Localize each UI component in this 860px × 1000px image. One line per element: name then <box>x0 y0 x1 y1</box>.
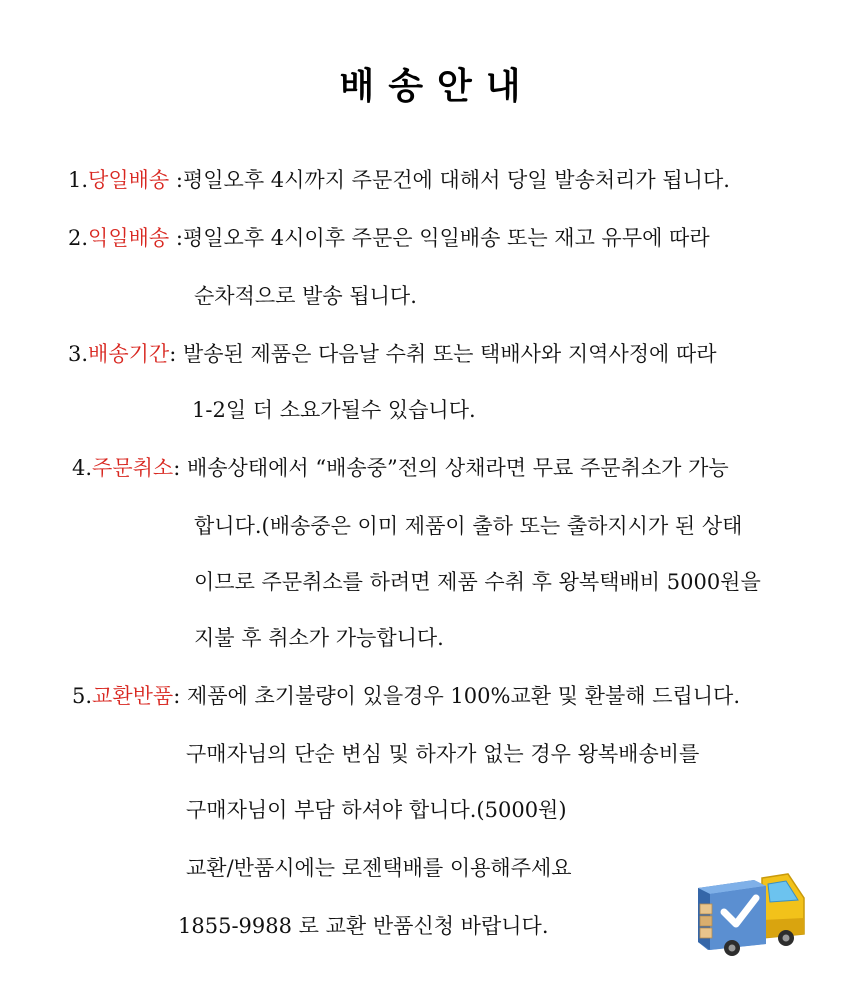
item-1-number: 1. <box>68 168 89 192</box>
item-3-line-1 <box>68 340 717 368</box>
item-2-separator: : <box>169 226 183 250</box>
item-3-number: 3. <box>68 342 89 366</box>
item-3-separator: : <box>169 342 183 366</box>
item-2-line-2: 순차적으로 발송 됩니다. <box>194 284 417 308</box>
item-2-text: 평일오후 4시이후 주문은 익일배송 또는 재고 유무에 따라 <box>182 226 710 250</box>
item-1-line-1 <box>68 166 730 194</box>
item-4-text: 배송상태에서 “배송중”전의 상채라면 무료 주문취소가 가능 <box>186 456 729 480</box>
item-5-line-3: 구매자님이 부담 하셔야 합니다.(5000원) <box>186 798 567 822</box>
item-3-line-2: 1-2일 더 소요가될수 있습니다. <box>192 398 476 422</box>
item-5-line-4: 교환/반품시에는 로젠택배를 이용해주세요 <box>186 856 572 880</box>
item-5-number: 5. <box>72 684 93 708</box>
item-5-keyword: 교환반품 <box>92 684 174 708</box>
item-4-line-1 <box>72 454 729 482</box>
item-4-line-2: 합니다.(배송중은 이미 제품이 출하 또는 출하지시가 된 상태 <box>194 514 743 538</box>
page-title: 배송안내 <box>339 66 535 107</box>
item-1-keyword: 당일배송 <box>88 168 170 192</box>
item-4-line-3: 이므로 주문취소를 하려면 제품 수취 후 왕복택배비 5000원을 <box>194 570 761 594</box>
item-1-text: 평일오후 4시까지 주문건에 대해서 당일 발송처리가 됩니다. <box>182 168 730 192</box>
item-5-line-5: 1855-9988 로 교환 반품신청 바랍니다. <box>178 914 549 938</box>
item-3-keyword: 배송기간 <box>88 342 170 366</box>
item-4-separator: : <box>173 456 187 480</box>
item-5-line-1 <box>72 682 740 710</box>
item-5-text: 제품에 초기불량이 있을경우 100%교환 및 환불해 드립니다. <box>186 684 741 708</box>
item-2-number: 2. <box>68 226 89 250</box>
item-2-keyword: 익일배송 <box>88 226 170 250</box>
item-5-separator: : <box>173 684 187 708</box>
item-4-line-4: 지불 후 취소가 가능합니다. <box>194 626 444 650</box>
item-2-line-1 <box>68 224 710 252</box>
item-1-separator: : <box>169 168 183 192</box>
item-4-keyword: 주문취소 <box>92 456 174 480</box>
item-3-text: 발송된 제품은 다음날 수취 또는 택배사와 지역사정에 따라 <box>182 342 717 366</box>
item-5-line-2: 구매자님의 단순 변심 및 하자가 없는 경우 왕복배송비를 <box>186 742 700 766</box>
item-4-number: 4. <box>72 456 93 480</box>
delivery-truck-icon <box>692 858 812 958</box>
